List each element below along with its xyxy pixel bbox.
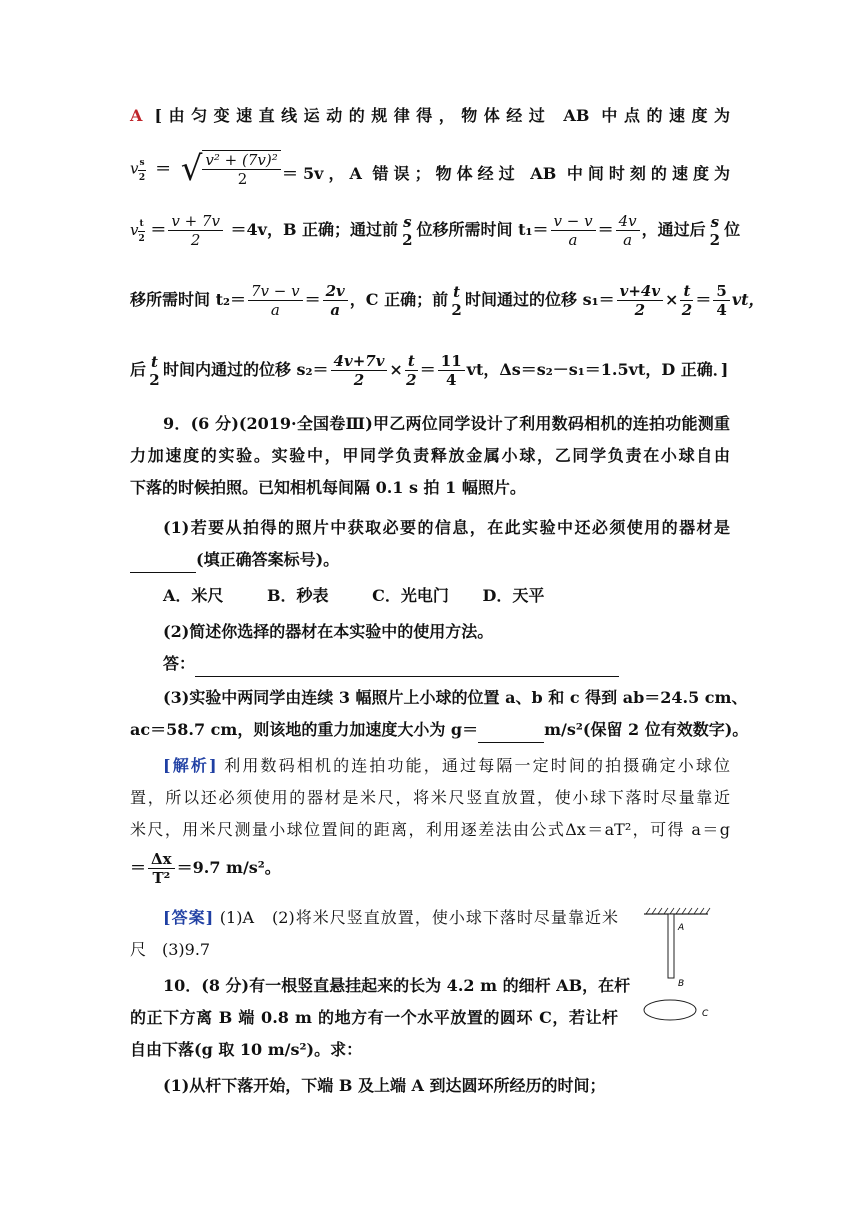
l3-text-d: 位 bbox=[724, 220, 741, 239]
q9-part1-blank-line bbox=[130, 548, 730, 573]
option-a: A．米尺 bbox=[163, 586, 224, 605]
l3-s: s bbox=[403, 212, 412, 231]
l4-f5-den: 4 bbox=[716, 301, 727, 319]
l3-text-a: ＝4v，B 正确；通过前 bbox=[230, 220, 399, 239]
l4-f4-den: 2 bbox=[681, 301, 693, 319]
q9-part3-line-2 bbox=[130, 718, 749, 743]
q10-head: 10．(8 分)有一根竖直悬挂起来的长为 4.2 m 的细杆 AB，在杆 bbox=[163, 976, 631, 995]
answer-line-2: v $\frac{s}{2}$ ＝ √ $\frac{\text{v² + (7v)²}}{2}$ ＝5v，A 错误；物体经过 AB 中间时刻的速度为 bbox=[130, 149, 730, 189]
q9-line-2: 力加速度的实验。实验中，甲同学负责释放金属小球，乙同学负责在小球自由 bbox=[130, 446, 730, 465]
l3-two: 2 bbox=[402, 230, 413, 249]
answer-line-4: 移所需时间 t₂＝ $\frac{7v - v}{a}$ ＝ $\frac{2v}{a}$ ，C 正确；前 t 2 时间通过的位移 s₁＝ $\frac{v+4v}{2}$ × $\frac{t}{2}$ ＝ $\frac{5}{4}$ vt， bbox=[130, 282, 765, 319]
ring-c bbox=[644, 1000, 696, 1020]
q9-answer-blank-2[interactable] bbox=[195, 652, 619, 677]
l5-text-c: vt，Δs＝s₂－s₁＝1.5vt，D 正确．] bbox=[466, 360, 729, 379]
l4-f1-den: a bbox=[270, 301, 280, 319]
q9-answer-label: 答： bbox=[163, 654, 196, 673]
l3-f3-den: a bbox=[623, 231, 633, 249]
q9-analysis-4 bbox=[130, 850, 730, 894]
q9-part3-tail: m/s²(保留 2 位有效数字)。 bbox=[544, 720, 749, 739]
answer-line-5: 后 t 2 时间内通过的位移 s₂＝ $\frac{4v+7v}{2}$ × $\frac{t}{2}$ ＝ $\frac{11}{4}$ vt，Δs＝s₂－s₁＝1.5vt，D 正确．] bbox=[130, 352, 729, 389]
l3-text-b: 位移所需时间 t₁＝ bbox=[416, 220, 549, 239]
analysis-frac-num: Δx bbox=[148, 850, 175, 869]
l5-text-b: 时间内通过的位移 s₂＝ bbox=[162, 360, 329, 379]
l4-text-d: vt， bbox=[731, 290, 765, 309]
l4-times: × bbox=[665, 290, 679, 309]
q9-head: 9．(6 分)(2019·全国卷Ⅲ)甲乙两位同学设计了利用数码相机的连拍功能测重 bbox=[163, 414, 730, 433]
q9-answer-2: 尺 (3)9.7 bbox=[130, 940, 211, 959]
q9-part2-answer bbox=[163, 652, 763, 677]
l4-f3-num: v+4v bbox=[617, 282, 663, 301]
answer-line-1 bbox=[130, 104, 730, 128]
analysis-eq: ＝ bbox=[130, 858, 147, 877]
l3-f3-num: 4v bbox=[616, 212, 640, 231]
analysis-result: ＝9.7 m/s²。 bbox=[176, 858, 281, 877]
label-a: A bbox=[678, 923, 685, 933]
q9-part3: (3)实验中两同学由连续 3 幅照片上小球的位置 a、b 和 c 得到 ab＝24.5 cm、 bbox=[163, 688, 748, 707]
q9-analysis-1 bbox=[163, 754, 730, 778]
l5-f3-den: 4 bbox=[446, 371, 457, 389]
option-d: D．天平 bbox=[482, 586, 545, 605]
rod-ab bbox=[668, 914, 674, 978]
l3-f2-num: v − v bbox=[551, 212, 596, 231]
l4-f4-num: t bbox=[680, 282, 693, 301]
answer-text-2: ＝5v，A 错误；物体经过 AB 中间时刻的速度为 bbox=[282, 164, 730, 183]
l4-f3-den: 2 bbox=[634, 301, 646, 319]
analysis-tag: [解析] bbox=[163, 756, 217, 775]
label-c: C bbox=[702, 1009, 709, 1019]
l4-f2-den: a bbox=[330, 301, 341, 319]
q9-answer-blank-1[interactable] bbox=[130, 548, 196, 573]
l4-text-a: 移所需时间 t₂＝ bbox=[130, 290, 246, 309]
l4-text-b: ，C 正确；前 bbox=[349, 290, 449, 309]
l3-text-c: ，通过后 bbox=[641, 220, 706, 239]
l4-t: t bbox=[453, 282, 461, 301]
answer-text-1: [由匀变速直线运动的规律得，物体经过 AB 中点的速度为 bbox=[154, 106, 730, 125]
l5-f1-den: 2 bbox=[353, 371, 365, 389]
option-c: C．光电门 bbox=[372, 586, 449, 605]
l3-f1-num: v + 7v bbox=[168, 212, 223, 231]
q9-part1-tail: (填正确答案标号)。 bbox=[196, 550, 340, 569]
q9-answer-1 bbox=[163, 906, 618, 930]
sqrt-den: 2 bbox=[237, 170, 248, 188]
q10-line-2: 的正下方离 B 端 0.8 m 的地方有一个水平放置的圆环 C，若让杆 bbox=[130, 1008, 618, 1027]
q9-part3-text: ac＝58.7 cm，则该地的重力加速度大小为 g＝ bbox=[130, 720, 479, 739]
l5-f3-num: 11 bbox=[438, 352, 465, 371]
q10-line-3: 自由下落(g 取 10 m/s²)。求： bbox=[130, 1040, 363, 1059]
analysis-frac-den: T² bbox=[152, 869, 171, 887]
rod-ring-figure bbox=[640, 906, 720, 1026]
l4-text-c: 时间通过的位移 s₁＝ bbox=[465, 290, 615, 309]
l3-f2-den: a bbox=[568, 231, 578, 249]
v-s2-label: v bbox=[130, 159, 139, 178]
answer-text: (1)A (2)将米尺竖直放置，使小球下落时尽量靠近米 bbox=[219, 908, 618, 927]
q9-options bbox=[163, 584, 763, 608]
l5-f1-num: 4v+7v bbox=[331, 352, 388, 371]
l4-f5-num: 5 bbox=[713, 282, 729, 301]
answer-line-3: v $\frac{t}{2}$ ＝ $\frac{v + 7v}{2}$ ＝4v，B 正确；通过前 s 2 位移所需时间 t₁＝ $\frac{v - v}{a}$ ＝ $\frac{4v}{a}$ ，通过后 s 2 位 bbox=[130, 212, 741, 249]
option-b: B．秒表 bbox=[267, 586, 329, 605]
label-b: B bbox=[678, 979, 685, 989]
l3-f1-den: 2 bbox=[190, 231, 201, 249]
q9-analysis-2: 置，所以还必须使用的器材是米尺，将米尺竖直放置，使小球下落时尽量靠近 bbox=[130, 788, 730, 807]
answer-tag: [答案] bbox=[163, 908, 214, 927]
l4-f1-num: 7v − v bbox=[248, 282, 303, 301]
q9-line-3: 下落的时候拍照。已知相机每间隔 0.1 s 拍 1 幅照片。 bbox=[130, 478, 526, 497]
q10-part1: (1)从杆下落开始，下端 B 及上端 A 到达圆环所经历的时间； bbox=[163, 1076, 606, 1095]
answer-letter: A bbox=[130, 106, 143, 125]
q9-answer-blank-3[interactable] bbox=[478, 718, 544, 743]
q9-analysis-3: 米尺，用米尺测量小球位置间的距离，利用逐差法由公式Δx＝aT²，可得 a＝g bbox=[130, 820, 730, 839]
l4-f2-num: 2v bbox=[323, 282, 348, 301]
q9-part2: (2)简述你选择的器材在本实验中的使用方法。 bbox=[163, 622, 494, 641]
sqrt-radicand: v² + (7v)² bbox=[202, 150, 280, 170]
q9-part1: (1)若要从拍得的照片中获取必要的信息，在此实验中还必须使用的器材是 bbox=[163, 518, 730, 537]
analysis-text-1: 利用数码相机的连拍功能，通过每隔一定时间的拍摄确定小球位 bbox=[224, 756, 730, 775]
l5-text-a: 后 bbox=[130, 360, 147, 379]
